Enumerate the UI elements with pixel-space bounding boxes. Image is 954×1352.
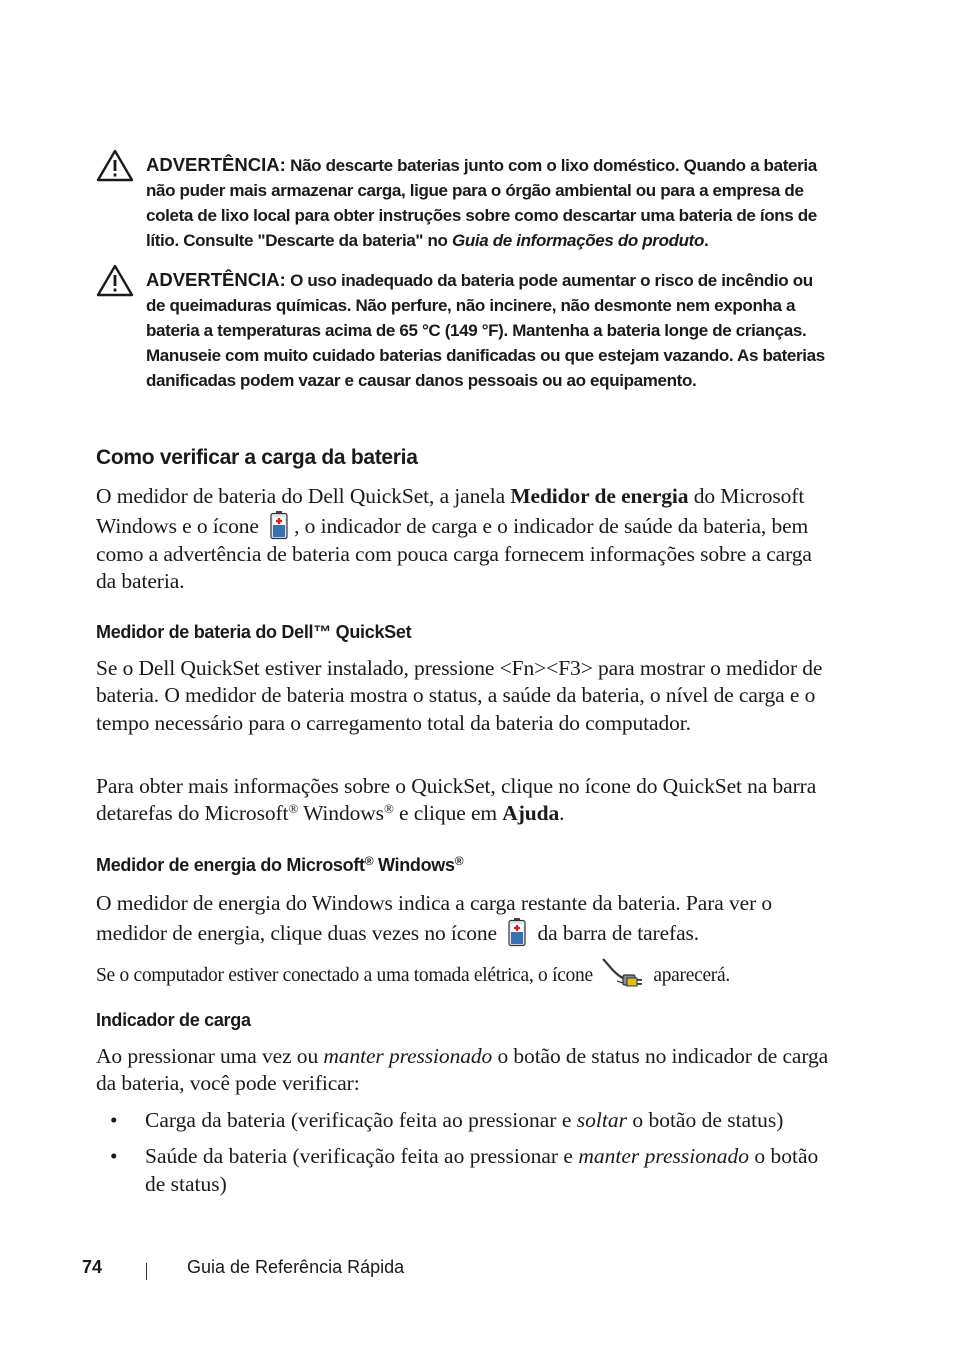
quickset-paragraph-2: Para obter mais informações sobre o QuickSet, clique no ícone do QuickSet na barra detarefas do Microsoft® Windows® e clique em Ajuda.: [96, 774, 817, 826]
charge-indicator-heading: Indicador de carga: [96, 1010, 251, 1030]
warning-label: ADVERTÊNCIA:: [146, 269, 286, 290]
windows-meter-paragraph-1: O medidor de energia do Windows indica a carga restante da bateria. Para ver o medidor de energia, clique duas vezes no ícone da barra de tarefas.: [96, 891, 773, 946]
battery-icon: [268, 510, 290, 540]
charge-indicator-paragraph: Ao pressionar uma vez ou manter pressionado o botão de status no indicador de carga da bateria, você pode verificar:: [96, 1044, 829, 1096]
warning-text-1: ADVERTÊNCIA: Não descarte baterias junto com o lixo doméstico. Quando a bateria não puder mais armazenar carga, ligue para o órgão ambiental ou para a empresa de coleta de lixo local para obter instruções sobre como descartar uma bateria de íons de lítio. Consulte "Descarte da bateria" no Guia de informações do produto.: [146, 154, 817, 250]
warning-text-2: ADVERTÊNCIA: O uso inadequado da bateria pode aumentar o risco de incêndio ou de queimaduras químicas. Não perfure, não incinere, não desmonte nem exponha a bateria a temperaturas acima de 65 °C (149 °F). Mantenha a bateria longe de crianças. Manuseie com muito cuidado baterias danificadas ou que estejam vazando. As baterias danificadas podem vazar e causar danos pessoais ou ao equipamento.: [146, 269, 825, 390]
charge-indicator-list: [96, 1107, 831, 1207]
warning-triangle-icon: [96, 264, 134, 298]
bullet-glyph: •: [110, 1144, 118, 1169]
bullet-glyph: •: [110, 1108, 118, 1132]
quickset-heading: Medidor de bateria do Dell™ QuickSet: [96, 622, 412, 642]
warning-triangle-icon: [96, 149, 134, 183]
section-title: Como verificar a carga da bateria: [96, 446, 418, 469]
warning-block-2: [96, 267, 826, 393]
battery-icon: [506, 917, 528, 947]
warning-block-1: [96, 152, 826, 253]
page-number: 74: [82, 1257, 103, 1277]
footer-divider: [146, 1263, 147, 1280]
windows-meter-paragraph-2: Se o computador estiver conectado a uma tomada elétrica, o ícone aparecerá.: [96, 955, 831, 991]
list-item: • Carga da bateria (verificação feita ao pressionar e soltar o botão de status): [96, 1107, 831, 1134]
section-intro: O medidor de bateria do Dell QuickSet, a janela Medidor de energia do Microsoft Windows e o ícone , o indicador de carga e o indicador de saúde da bateria, bem como a advertência de bateria com pouca carga fornecem informações sobre a carga da bateria.: [96, 484, 812, 593]
ac-power-plug-icon: [601, 955, 643, 991]
footer-title: Guia de Referência Rápida: [187, 1257, 405, 1277]
list-item: • Saúde da bateria (verificação feita ao pressionar e manter pressionado o botão de status): [110, 1144, 819, 1196]
windows-meter-heading: Medidor de energia do Microsoft® Windows®: [96, 854, 464, 875]
quickset-paragraph-1: Se o Dell QuickSet estiver instalado, pressione <Fn><F3> para mostrar o medidor de bateria. O medidor de bateria mostra o status, a saúde da bateria, o nível de carga e o tempo necessário para o carregamento total da bateria do computador.: [96, 656, 823, 735]
warning-label: ADVERTÊNCIA:: [146, 154, 286, 175]
